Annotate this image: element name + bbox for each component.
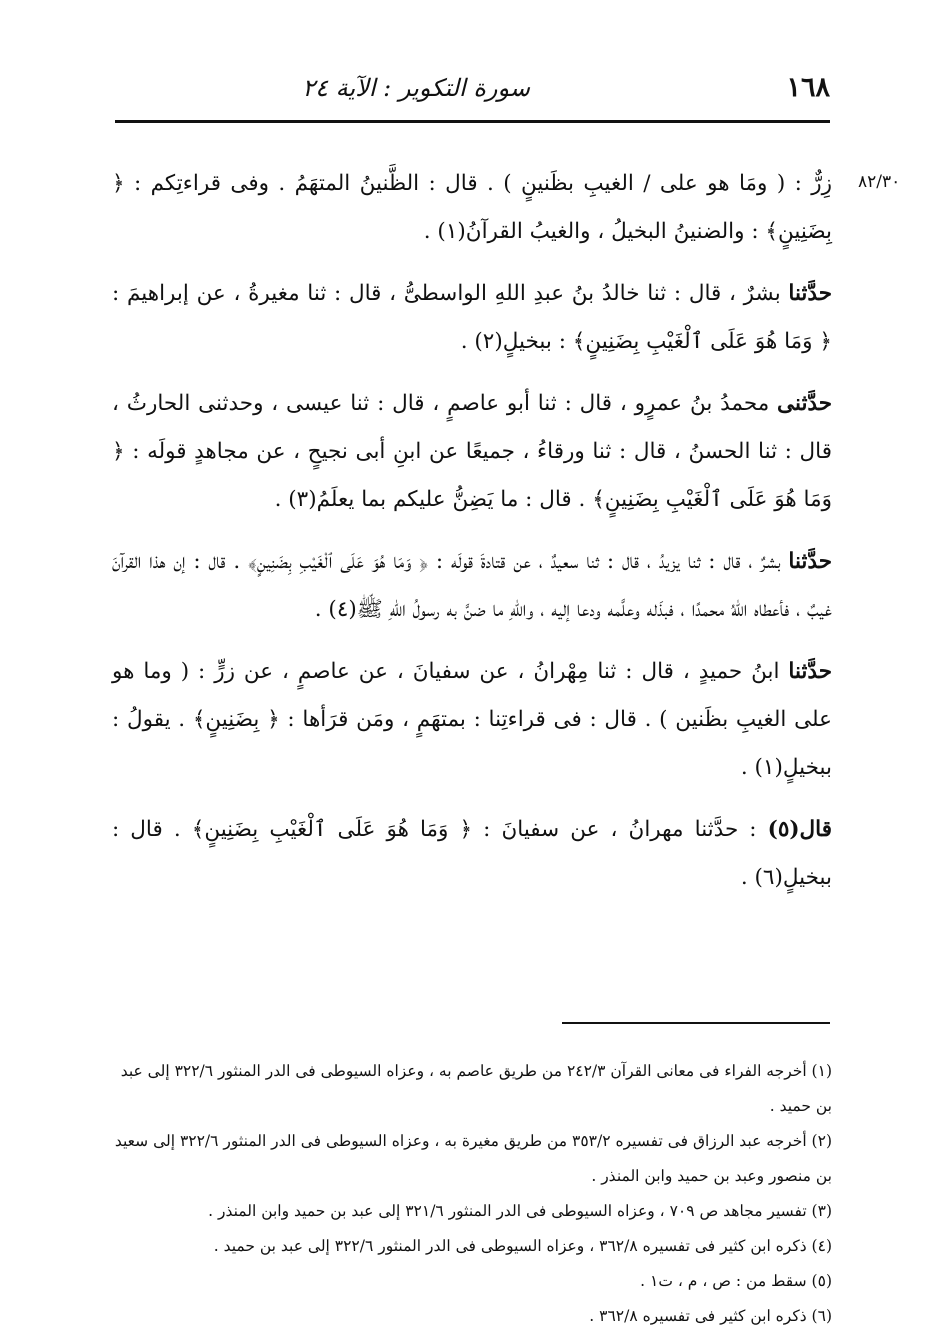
paragraph [112, 270, 832, 366]
paragraph-lead: حدَّثنا [788, 659, 832, 684]
paragraph [112, 380, 832, 524]
paragraph-text: بشرٌ ، قال : ثنا يزيدُ ، قال : ثنا سعيدٌ ، عن قتادةَ قولَه : ﴿ وَمَا هُوَ عَلَى ٱلْغَيْبِ بِضَنِينٍ﴾ . قال : إن هذا القرآنَ غيبٌ ، فأعطاه اللهُ محمدًا ، فبذَله وعلَّمه ودعا إليه ، واللهِ ما ضنَّ به رسولُ اللهِ ﷺ(٤) . [112, 549, 832, 622]
footnote: (١) أخرجه الفراء فى معانى القرآن ٢٤٢/٣ من طريق عاصم به ، وعزاه السيوطى فى الدر المنثور ٣٢٢/٦ إلى عبد بن حميد . [120, 1062, 832, 1115]
footnote: (٥) سقط من : ص ، م ، ت١ . [640, 1272, 832, 1290]
header-rule [115, 120, 830, 123]
footnote: (٦) ذكره ابن كثير فى تفسيره ٣٦٢/٨ . [589, 1307, 832, 1325]
main-text [112, 160, 832, 916]
paragraph-text: : حدَّثنا مهرانُ ، عن سفيانَ : ﴿ وَمَا هُوَ عَلَى ٱلْغَيْبِ بِضَنِينٍ﴾ . قال : ببخيلٍ(٦) . [112, 817, 832, 890]
footnote: (٢) أخرجه عبد الرزاق فى تفسيره ٣٥٣/٢ من طريق مغيرة به ، وعزاه السيوطى فى الدر المنثور ٣٢٢/٦ إلى سعيد بن منصور وعبد بن حميد وابن المنذر . [114, 1132, 832, 1185]
paragraph-lead: حدَّثنى [777, 391, 832, 416]
running-head: سورة التكوير : الآية ٢٤ [302, 74, 530, 102]
footnote-rule [562, 1022, 830, 1024]
margin-reference: ٨٢/٣٠ [858, 172, 901, 192]
page-number: ١٦٨ [786, 72, 830, 103]
paragraph [112, 806, 832, 902]
paragraph-text: ابنُ حميدٍ ، قال : ثنا مِهْرانُ ، عن سفيانَ ، عن عاصمٍ ، عن زرٍّ : ( وما هو على الغيبِ بظَنين ) . قال : فى قراءتِنا : بمتهَمٍ ، ومَن قرَأها : ﴿ بِضَنِينٍ﴾ . يقولُ : ببخيلٍ(١) . [112, 659, 832, 780]
paragraph-text: بشرٌ ، قال : ثنا خالدُ بنُ عبدِ اللهِ الواسطىُّ ، قال : ثنا مغيرةُ ، عن إبراهيمَ : ﴿ وَمَا هُوَ عَلَى ٱلْغَيْبِ بِضَنِينٍ﴾ : ببخيلٍ(٢) . [112, 281, 832, 354]
paragraph-lead: قال(٥) [767, 817, 832, 842]
paragraph-lead: حدَّثنا [788, 281, 832, 306]
paragraph-text: زِرٌّ : ( ومَا هو على / الغيبِ بظَنينٍ ) . قال : الظَّنينُ المتهَمُ . وفى قراءتِكم : ﴿ بِضَنِينٍ﴾ : والضنينُ البخيلُ ، والغيبُ القرآنُ(١) . [112, 171, 832, 244]
footnote: (٤) ذكره ابن كثير فى تفسيره ٣٦٢/٨ ، وعزاه السيوطى فى الدر المنثور ٣٢٢/٦ إلى عبد بن حميد . [213, 1237, 832, 1255]
page-header [115, 66, 830, 110]
paragraph-lead: حدَّثنا [788, 549, 832, 574]
footnotes [112, 1054, 832, 1334]
paragraph [112, 538, 832, 634]
paragraph [112, 648, 832, 792]
paragraph-text: محمدُ بنُ عمرٍو ، قال : ثنا أبو عاصمٍ ، قال : ثنا عيسى ، وحدثنى الحارثُ ، قال : ثنا الحسنُ ، قال : ثنا ورقاءُ ، جميعًا عن ابنِ أبى نجيحٍ ، عن مجاهدٍ قولَه : ﴿ وَمَا هُوَ عَلَى ٱلْغَيْبِ بِضَنِينٍ﴾ . قال : ما يَضِنُّ عليكم بما يعلَمُ(٣) . [112, 391, 832, 512]
footnote: (٣) تفسير مجاهد ص ٧٠٩ ، وعزاه السيوطى فى الدر المنثور ٣٢١/٦ إلى عبد بن حميد وابن المنذر . [208, 1202, 832, 1220]
paragraph [112, 160, 832, 256]
